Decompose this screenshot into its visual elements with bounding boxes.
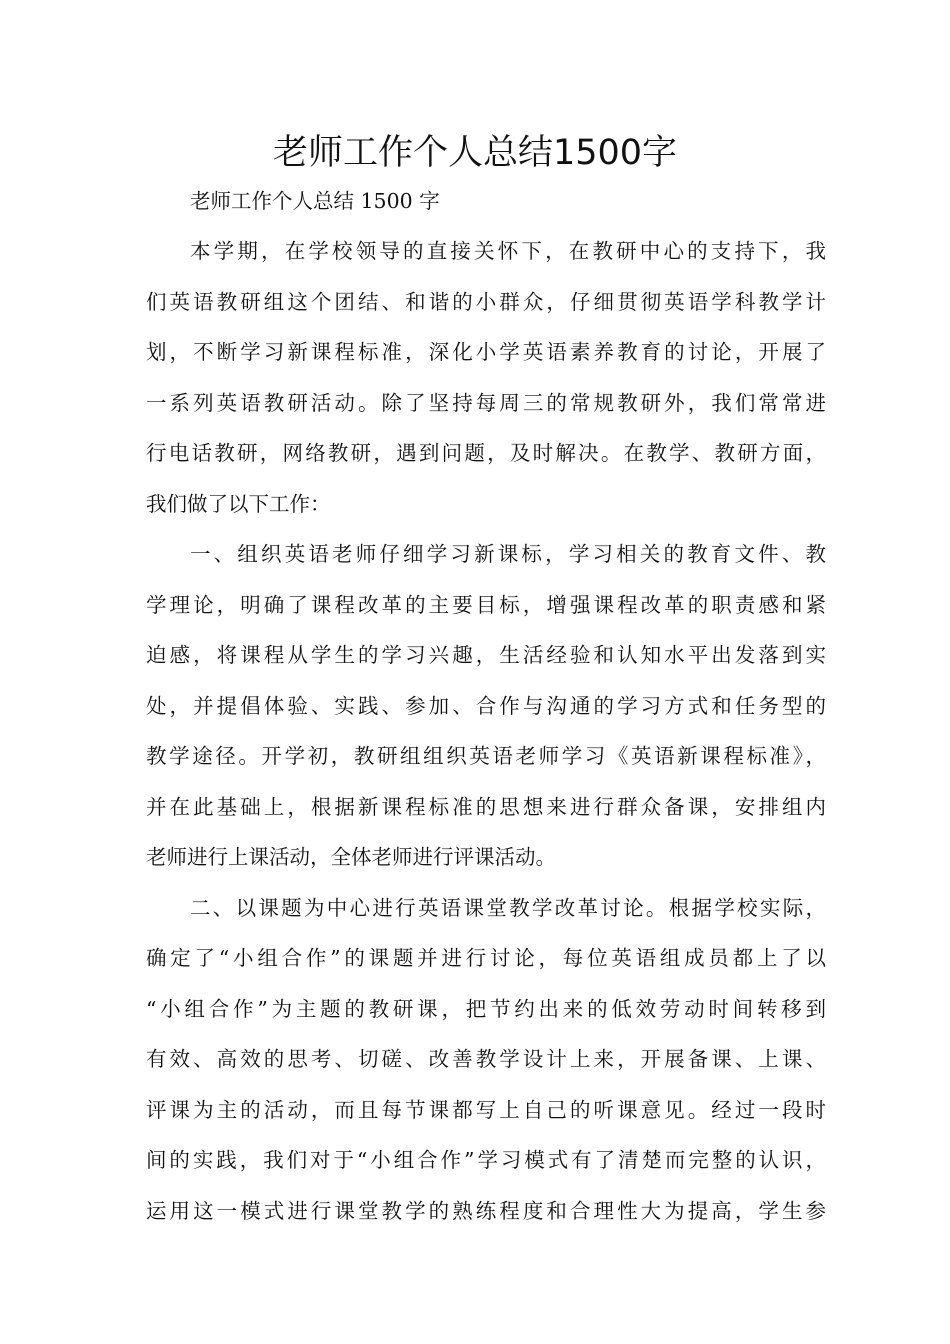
- paragraph-line: 一系列英语教研活动。除了坚持每周三的常规教研外，我们常常进: [146, 390, 826, 415]
- paragraph-line: 教学途径。开学初，教研组组织英语老师学习《英语新课程标准》，: [146, 744, 826, 768]
- paragraph-line: 间的实践，我们对于“小组合作”学习模式有了清楚而完整的认识，: [146, 1148, 826, 1172]
- paragraph-line: 并在此基础上，根据新课程标准的思想来进行群众备课，安排组内: [146, 794, 826, 819]
- paragraph-line: 有效、高效的思考、切磋、改善教学设计上来，开展备课、上课、: [146, 1047, 826, 1071]
- paragraph-line: 运用这一模式进行课堂教学的熟练程度和合理性大为提高，学生参: [146, 1198, 826, 1223]
- document-body: [146, 233, 826, 1243]
- paragraph-line: 评课为主的活动，而且每节课都写上自己的听课意见。经过一段时: [146, 1097, 826, 1122]
- document-title: 老师工作个人总结1500字: [272, 133, 678, 173]
- document-subtitle: 老师工作个人总结 1500 字: [190, 189, 440, 213]
- paragraph-line: 学理论，明确了课程改革的主要目标，增强课程改革的职责感和紧: [146, 592, 826, 617]
- paragraph-line: 处，并提倡体验、实践、参加、合作与沟通的学习方式和任务型的: [146, 693, 826, 718]
- paragraph-line: 行电话教研，网络教研，遇到问题，及时解决。在教学、教研方面，: [146, 441, 826, 465]
- paragraph-line: “小组合作”为主题的教研课，把节约出来的低效劳动时间转移到: [146, 996, 826, 1021]
- paragraph-line: 本学期，在学校领导的直接关怀下，在教研中心的支持下，我: [190, 239, 826, 263]
- paragraph-line: 我们做了以下工作：: [146, 491, 331, 516]
- paragraph-line: 二、以课题为中心进行英语课堂教学改革讨论。根据学校实际，: [190, 895, 826, 920]
- paragraph-line: 一、组织英语老师仔细学习新课标，学习相关的教育文件、教: [190, 542, 826, 566]
- paragraph-line: 们英语教研组这个团结、和谐的小群众，仔细贯彻英语学科教学计: [146, 289, 826, 314]
- paragraph-line: 划，不断学习新课程标准，深化小学英语素养教育的讨论，开展了: [146, 340, 826, 364]
- paragraph-line: 确定了“小组合作”的课题并进行讨论，每位英语组成员都上了以: [146, 946, 826, 970]
- paragraph-line: 迫感，将课程从学生的学习兴趣，生活经验和认知水平出发落到实: [146, 643, 826, 667]
- paragraph-line: 老师进行上课活动，全体老师进行评课活动。: [146, 845, 556, 869]
